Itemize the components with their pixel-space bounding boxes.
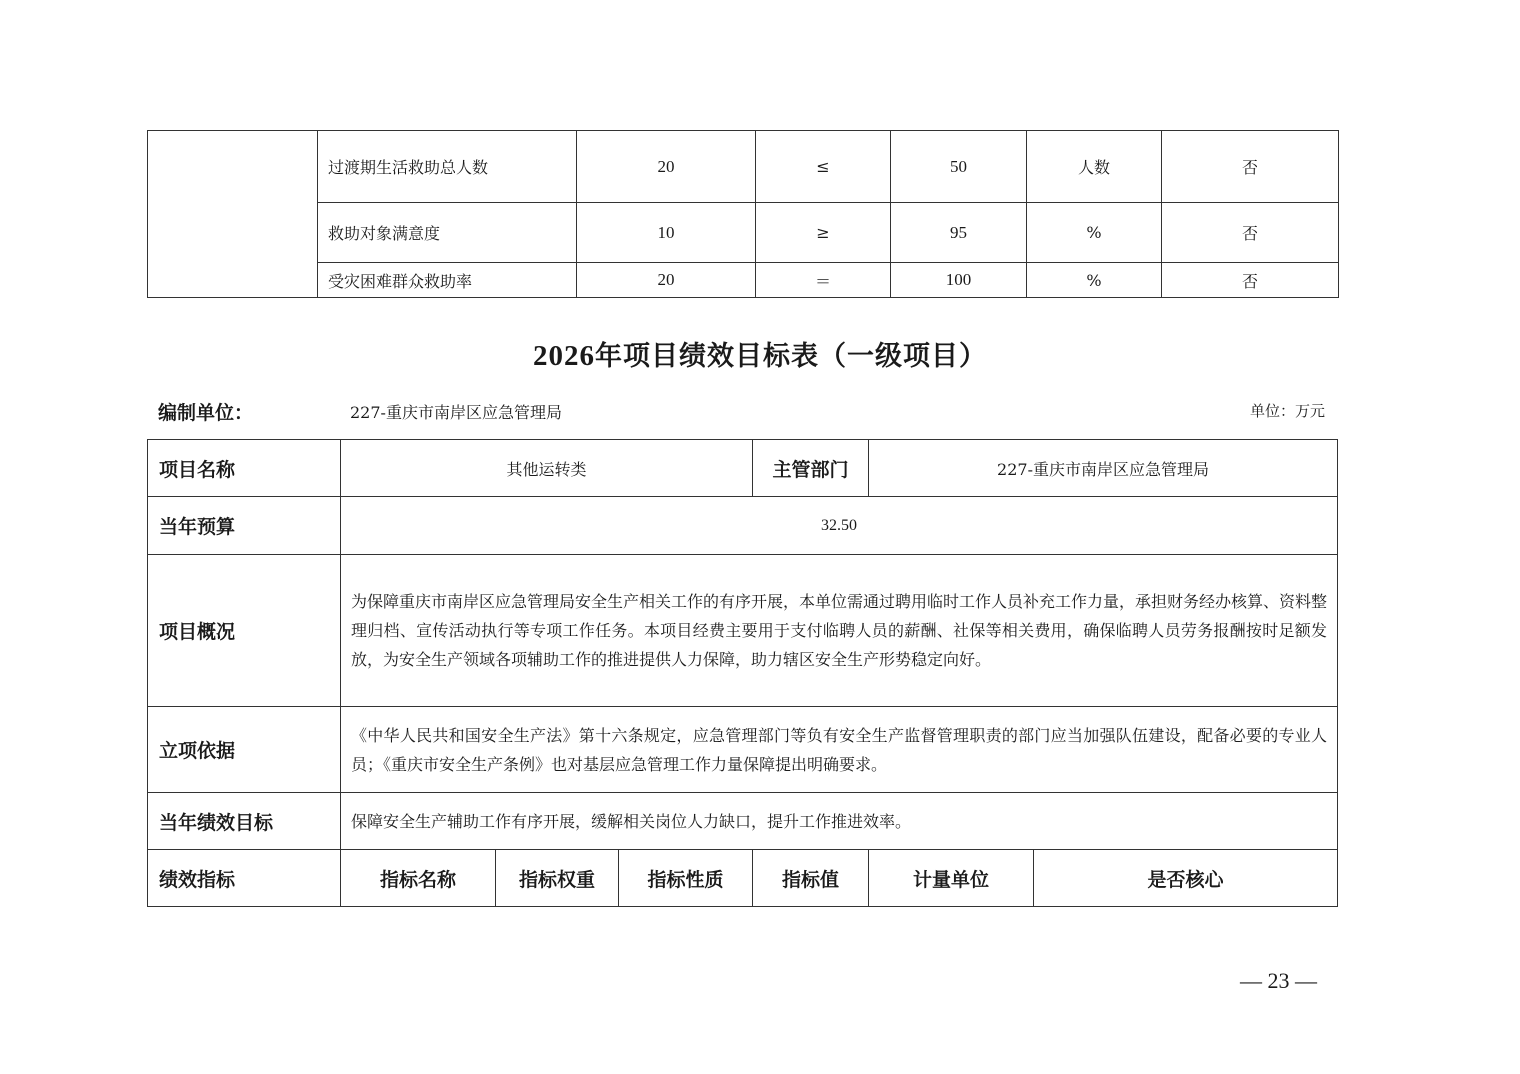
table-row: [148, 263, 1339, 298]
indicator-unit: %: [1027, 203, 1162, 263]
project-name-label: 项目名称: [148, 440, 341, 497]
indicator-name: 受灾困难群众救助率: [318, 263, 577, 298]
overview-label: 项目概况: [148, 555, 341, 707]
indicator-label: 绩效指标: [148, 850, 341, 907]
header-is-core: 是否核心: [1034, 850, 1338, 907]
title-text: 年项目绩效目标表（一级项目）: [595, 341, 987, 372]
title-year: 2026: [533, 340, 595, 372]
page-title: [0, 334, 1520, 373]
indicator-unit: 人数: [1027, 131, 1162, 203]
indicator-nature: ＝: [756, 263, 891, 298]
indicator-continuation-table: [147, 130, 1339, 298]
project-name-value: 其他运转类: [341, 440, 753, 497]
goal-text: 保障安全生产辅助工作有序开展，缓解相关岗位人力缺口，提升工作推进效率。: [341, 793, 1338, 850]
indicator-nature: ≤: [756, 131, 891, 203]
header-measure-unit: 计量单位: [869, 850, 1034, 907]
dept-value: 227-重庆市南岸区应急管理局: [869, 440, 1338, 497]
indicator-core: 否: [1162, 131, 1339, 203]
indicator-name: 救助对象满意度: [318, 203, 577, 263]
table-row: [148, 203, 1339, 263]
dept-label: 主管部门: [753, 440, 869, 497]
indicator-value: 50: [891, 131, 1027, 203]
compiling-unit-label: 编制单位：: [158, 402, 254, 424]
indicator-nature: ≥: [756, 203, 891, 263]
table-row: [148, 555, 1338, 707]
table-row: [148, 793, 1338, 850]
indicator-unit: %: [1027, 263, 1162, 298]
page-number: — 23 —: [1240, 968, 1317, 993]
basis-text: 《中华人民共和国安全生产法》第十六条规定，应急管理部门等负有安全生产监督管理职责的部门应当加强队伍建设，配备必要的专业人员；《重庆市安全生产条例》也对基层应急管理工作力量保障提出明确要求。: [341, 707, 1338, 793]
header-indicator-name: 指标名称: [341, 850, 496, 907]
compiling-unit-value: 227-重庆市南岸区应急管理局: [350, 403, 562, 422]
table-row: [148, 850, 1338, 907]
indicator-core: 否: [1162, 263, 1339, 298]
indicator-weight: 20: [577, 263, 756, 298]
currency-unit: 单位：万元: [1249, 402, 1325, 420]
goal-label: 当年绩效目标: [148, 793, 341, 850]
table-row: [148, 497, 1338, 555]
indicator-core: 否: [1162, 203, 1339, 263]
table-row: [148, 707, 1338, 793]
merged-blank-cell: [148, 131, 318, 298]
table-row: [148, 131, 1339, 203]
overview-text: 为保障重庆市南岸区应急管理局安全生产相关工作的有序开展，本单位需通过聘用临时工作人员补充工作力量，承担财务经办核算、资料整理归档、宣传活动执行等专项工作任务。本项目经费主要用于支付临聘人员的薪酬、社保等相关费用，确保临聘人员劳务报酬按时足额发放，为安全生产领域各项辅助工作的推进提供人力保障，助力辖区安全生产形势稳定向好。: [341, 555, 1338, 707]
header-indicator-value: 指标值: [753, 850, 869, 907]
header-indicator-nature: 指标性质: [619, 850, 753, 907]
indicator-name: 过渡期生活救助总人数: [318, 131, 577, 203]
indicator-value: 100: [891, 263, 1027, 298]
project-performance-table: [147, 439, 1338, 907]
budget-label: 当年预算: [148, 497, 341, 555]
indicator-value: 95: [891, 203, 1027, 263]
budget-value: 32.50: [341, 497, 1338, 555]
indicator-weight: 20: [577, 131, 756, 203]
indicator-weight: 10: [577, 203, 756, 263]
table-row: [148, 440, 1338, 497]
header-indicator-weight: 指标权重: [496, 850, 619, 907]
basis-label: 立项依据: [148, 707, 341, 793]
